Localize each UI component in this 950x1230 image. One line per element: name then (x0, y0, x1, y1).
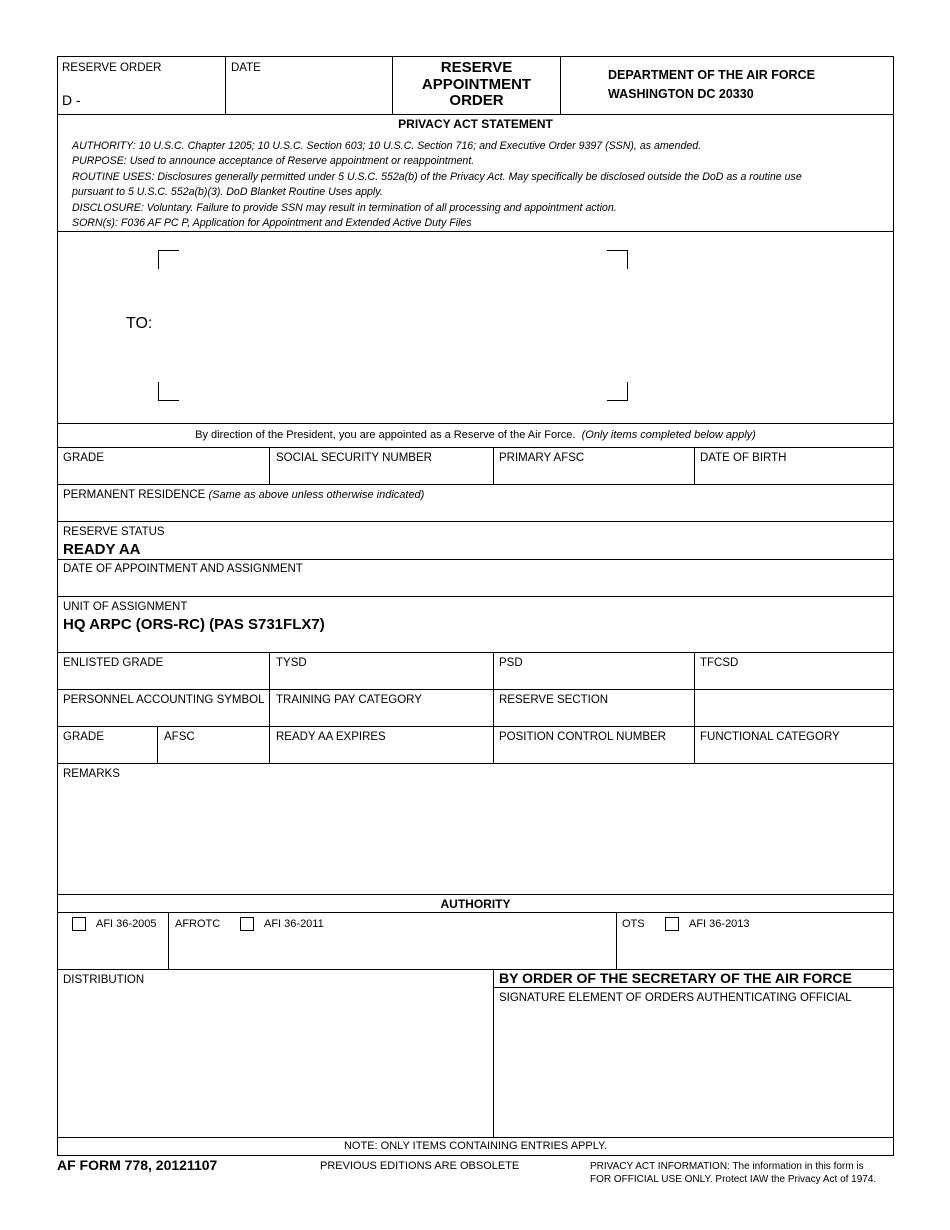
address-corner-bottom-left (158, 382, 179, 401)
functional-category-label: FUNCTIONAL CATEGORY (700, 731, 840, 743)
remarks-label: REMARKS (63, 768, 120, 780)
form-title (393, 60, 560, 110)
privacy-act-info-line-1: PRIVACY ACT INFORMATION: The information in this form is (590, 1161, 864, 1172)
privacy-act-info-line-2: FOR OFFICIAL USE ONLY. Protect IAW the Privacy Act of 1974. (590, 1173, 877, 1185)
afsc-label: AFSC (164, 731, 195, 743)
date-field[interactable] (226, 75, 391, 113)
afi-36-2011-checkbox[interactable] (240, 917, 254, 931)
privacy-purpose: PURPOSE: Used to announce acceptance of Reserve appointment or reappointment. (72, 155, 475, 168)
afi-36-2013-checkbox[interactable] (665, 917, 679, 931)
afi-36-2013-label: AFI 36-2013 (689, 918, 750, 930)
address-corner-bottom-right (607, 382, 628, 401)
ots-label: OTS (622, 918, 645, 930)
department-address (608, 66, 815, 104)
permanent-residence-note: (Same as above unless otherwise indicated) (208, 489, 425, 501)
position-control-number-label: POSITION CONTROL NUMBER (499, 731, 666, 743)
by-order-heading: BY ORDER OF THE SECRETARY OF THE AIR FORCE (499, 970, 852, 986)
title-line-3: ORDER (449, 92, 504, 109)
direction-statement (58, 429, 893, 441)
reserve-section-label: RESERVE SECTION (499, 694, 609, 706)
reserve-appointment-form (57, 56, 894, 1156)
title-line-1: RESERVE (440, 59, 513, 76)
reserve-status-label: RESERVE STATUS (63, 526, 165, 538)
reserve-order-field[interactable]: D - (62, 92, 81, 108)
date-of-appointment-label: DATE OF APPOINTMENT AND ASSIGNMENT (63, 563, 303, 575)
form-number: AF FORM 778, 20121107 (57, 1157, 218, 1173)
signature-label: SIGNATURE ELEMENT OF ORDERS AUTHENTICATING OFFICIAL (499, 992, 852, 1004)
department-city: WASHINGTON DC 20330 (608, 87, 754, 101)
address-field[interactable] (158, 249, 628, 401)
permanent-residence-label (63, 489, 424, 501)
authority-heading: AUTHORITY (440, 897, 511, 911)
privacy-act-info (590, 1161, 876, 1186)
unit-of-assignment-value: HQ ARPC (ORS-RC) (PAS S731FLX7) (63, 616, 325, 633)
distribution-field[interactable] (58, 989, 492, 1136)
afi-36-2011-label: AFI 36-2011 (264, 918, 324, 930)
ready-aa-expires-label: READY AA EXPIRES (276, 731, 386, 743)
unit-of-assignment-label: UNIT OF ASSIGNMENT (63, 601, 188, 613)
primary-afsc-label: PRIMARY AFSC (499, 452, 585, 464)
distribution-label: DISTRIBUTION (63, 974, 145, 986)
afrotc-label: AFROTC (175, 918, 221, 930)
signature-field[interactable] (494, 1007, 894, 1136)
to-label: TO: (126, 315, 153, 332)
date-of-birth-label: DATE OF BIRTH (700, 452, 787, 464)
grade-2-label: GRADE (63, 731, 104, 743)
remarks-field[interactable] (58, 781, 893, 893)
department-name: DEPARTMENT OF THE AIR FORCE (608, 68, 815, 82)
privacy-disclosure: DISCLOSURE: Voluntary. Failure to provide SSN may result in termination of all processing and appointment action. (72, 201, 617, 214)
privacy-sorn: SORN(s): F036 AF PC P, Application for Appointment and Extended Active Duty Files (72, 217, 472, 230)
training-pay-category-label: TRAINING PAY CATEGORY (276, 694, 422, 706)
permanent-residence-text: PERMANENT RESIDENCE (63, 489, 206, 501)
psd-label: PSD (499, 657, 523, 669)
afi-36-2005-label: AFI 36-2005 (96, 918, 157, 930)
personnel-accounting-symbol-label: PERSONNEL ACCOUNTING SYMBOL (63, 694, 265, 706)
privacy-statement (72, 139, 877, 231)
editions-note: PREVIOUS EDITIONS ARE OBSOLETE (320, 1160, 520, 1172)
privacy-authority: AUTHORITY: 10 U.S.C. Chapter 1205; 10 U.S.C. Section 603; 10 U.S.C. Section 716; and Executive Order 9397 (SSN), as amended. (72, 140, 702, 152)
address-corner-top-right (607, 250, 628, 269)
grade-label: GRADE (63, 452, 104, 464)
direction-text: By direction of the President, you are appointed as a Reserve of the Air Force. (195, 429, 576, 441)
ssn-label: SOCIAL SECURITY NUMBER (276, 452, 432, 464)
privacy-routine-uses: ROUTINE USES: Disclosures generally permitted under 5 U.S.C. 552a(b) of the Privacy Act. May specifically be disclosed outside the DoD as a routine use (72, 170, 802, 183)
title-line-2: APPOINTMENT (421, 75, 532, 93)
afi-36-2005-checkbox[interactable] (72, 917, 86, 931)
tfcsd-label: TFCSD (700, 657, 739, 669)
reserve-order-label: RESERVE ORDER (62, 62, 162, 74)
date-label: DATE (231, 62, 261, 74)
privacy-heading: PRIVACY ACT STATEMENT (398, 117, 553, 131)
reserve-status-value: READY AA (63, 541, 141, 558)
privacy-routine-uses-cont: pursuant to 5 U.S.C. 552a(b)(3). DoD Blanket Routine Uses apply. (72, 186, 383, 199)
address-corner-top-left (158, 250, 179, 269)
enlisted-grade-label: ENLISTED GRADE (63, 657, 164, 669)
entries-note: NOTE: ONLY ITEMS CONTAINING ENTRIES APPLY. (343, 1140, 608, 1152)
direction-note: (Only items completed below apply) (581, 429, 756, 441)
tysd-label: TYSD (276, 657, 307, 669)
